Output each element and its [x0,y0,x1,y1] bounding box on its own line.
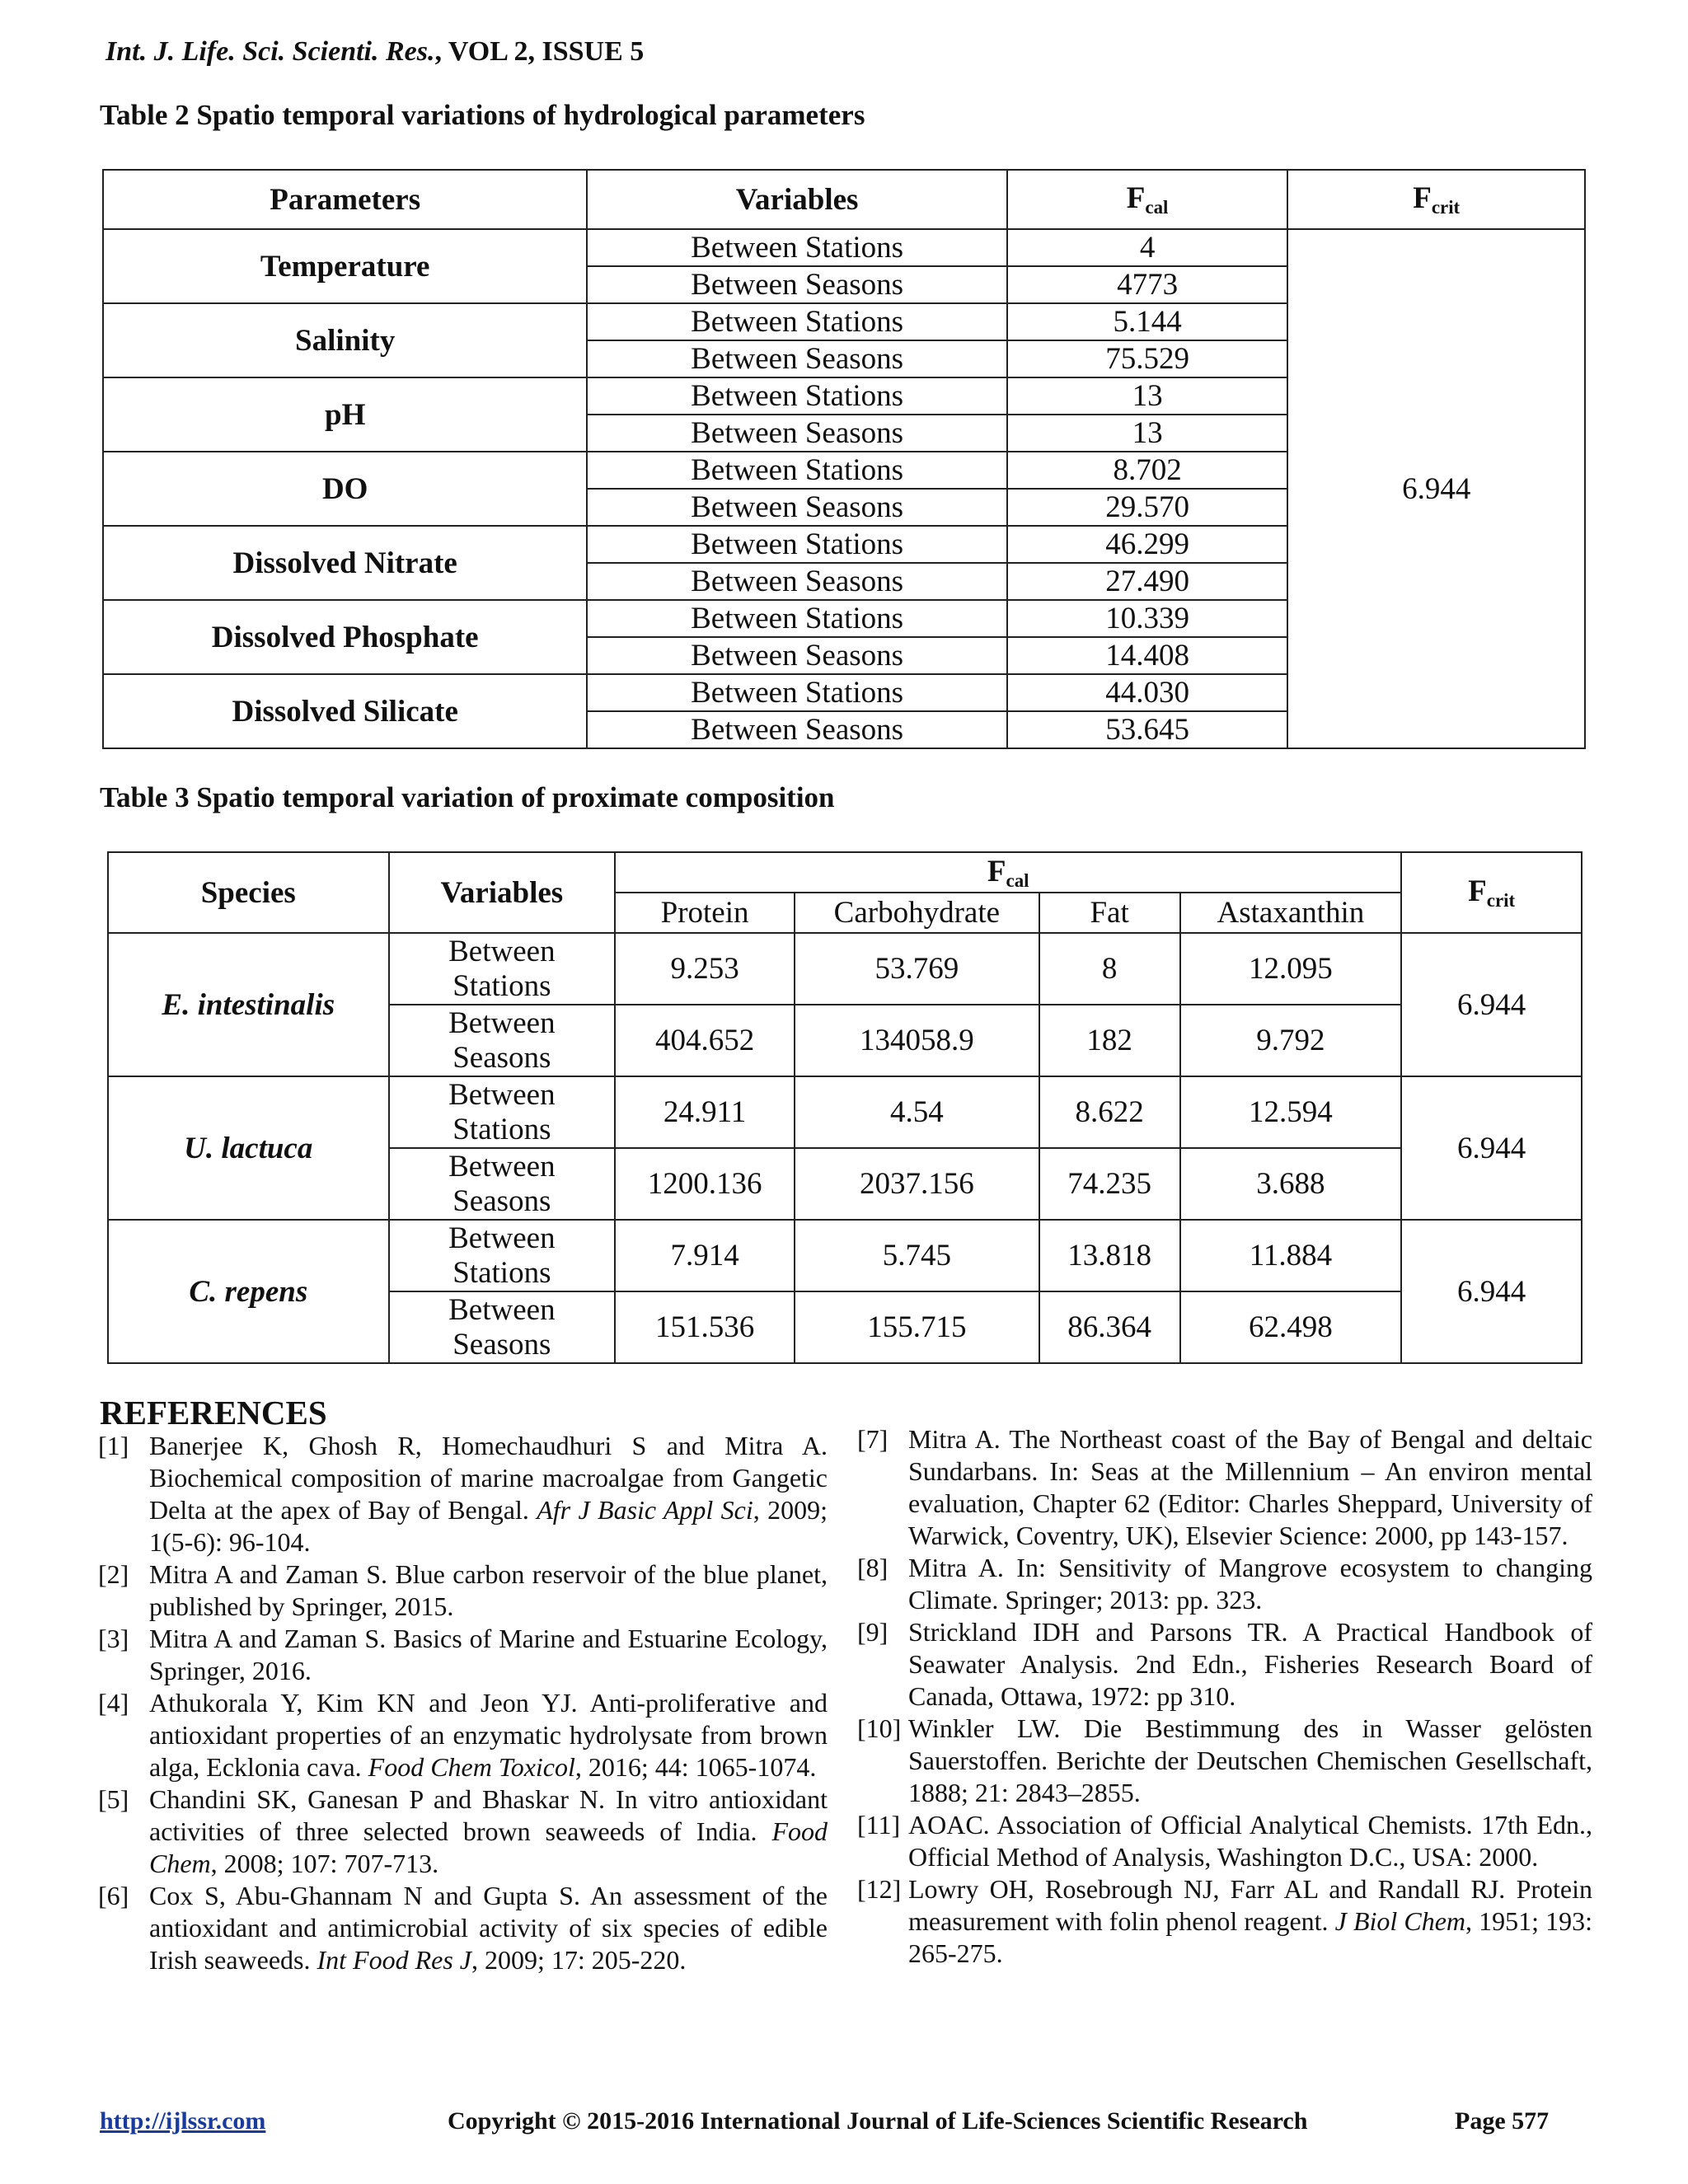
fat-cell: 86.364 [1039,1291,1180,1363]
reference-text: Strickland IDH and Parsons TR. A Practical Handbook of Seawater Analysis. 2nd Edn., Fisheries Research Board of Canada, Ottawa, 1972: pp 310. [908,1617,1592,1711]
reference-text: Lowry OH, Rosebrough NJ, Farr AL and Randall RJ. Protein measurement with folin phenol reagent. J Biol Chem, 1951; 193: 265-275. [908,1874,1593,1968]
reference-number: [1] [98,1431,129,1460]
astaxanthin-cell: 11.884 [1180,1220,1402,1291]
table3-proximate-composition [107,851,1582,1364]
variable-cell: Between Stations [587,526,1006,563]
fcal-cell: 5.144 [1007,303,1288,340]
reference-item [98,1558,828,1623]
species-cell: U. lactuca [108,1076,389,1220]
variable-cell: Between Stations [389,1076,616,1148]
variable-cell: Between Stations [587,377,1006,415]
fcal-cell: 14.408 [1007,637,1288,674]
carbohydrate-cell: 2037.156 [795,1148,1039,1220]
fcrit-cell: 6.944 [1401,1076,1582,1220]
reference-item [857,1873,1592,1970]
references-right-column [857,1423,1592,1970]
reference-number: [9] [857,1617,889,1647]
references-left-column [98,1430,828,1976]
table2-header-row [103,170,1585,229]
reference-number: [4] [98,1688,129,1718]
table3-caption: Table 3 Spatio temporal variation of proximate composition [100,781,835,813]
fcal-cell: 4 [1007,229,1288,266]
variable-cell: Between Seasons [587,489,1006,526]
reference-number: [12] [857,1874,902,1904]
variable-cell: Between Seasons [389,1291,616,1363]
protein-cell: 1200.136 [615,1148,795,1220]
variable-cell: Between Stations [587,452,1006,489]
astaxanthin-cell: 62.498 [1180,1291,1402,1363]
fcal-cell: 13 [1007,377,1288,415]
table2-header-variables: Variables [587,170,1006,229]
variable-cell: Between Stations [587,600,1006,637]
reference-text: AOAC. Association of Official Analytical Chemists. 17th Edn., Official Method of Analysis, Washington D.C., USA: 2000. [908,1810,1592,1872]
parameter-cell: Salinity [103,303,587,377]
table2-header-fcal: $F_{cal}$ [1007,170,1288,229]
variable-cell: Between Stations [587,303,1006,340]
reference-item [98,1623,828,1687]
parameter-cell: pH [103,377,587,452]
protein-cell: 24.911 [615,1076,795,1148]
reference-text: Mitra A. In: Sensitivity of Mangrove ecosystem to changing Climate. Springer; 2013: pp. 323. [908,1553,1592,1615]
reference-number: [2] [98,1559,129,1589]
reference-text: Chandini SK, Ganesan P and Bhaskar N. In vitro antioxidant activities of three selected brown seaweeds of India. Food Chem, 2008; 107: 707-713. [149,1784,828,1878]
astaxanthin-cell: 3.688 [1180,1148,1402,1220]
reference-item [98,1687,828,1783]
table3-header-fcrit: $F_{crit}$ [1401,852,1582,933]
protein-cell: 404.652 [615,1005,795,1076]
fcal-cell: 46.299 [1007,526,1288,563]
table-row [108,1220,1582,1291]
reference-text: Mitra A and Zaman S. Basics of Marine and Estuarine Ecology, Springer, 2016. [149,1624,828,1685]
variable-cell: Between Stations [389,1220,616,1291]
variable-cell: Between Seasons [587,415,1006,452]
reference-item [857,1713,1592,1809]
variable-cell: Between Seasons [389,1005,616,1076]
variable-cell: Between Seasons [587,340,1006,377]
fcal-cell: 13 [1007,415,1288,452]
reference-number: [10] [857,1713,902,1743]
carbohydrate-cell: 4.54 [795,1076,1039,1148]
reference-text: Athukorala Y, Kim KN and Jeon YJ. Anti-proliferative and antioxidant properties of an enzymatic hydrolysate from brown alga, Ecklonia cava. Food Chem Toxicol, 2016; 44: 1065-1074. [149,1688,828,1782]
variable-cell: Between Stations [587,229,1006,266]
variable-cell: Between Seasons [587,637,1006,674]
table2-hydrological-parameters [102,169,1586,749]
fat-cell: 8 [1039,933,1180,1005]
carbohydrate-cell: 155.715 [795,1291,1039,1363]
variable-cell: Between Stations [587,674,1006,711]
reference-number: [6] [98,1881,129,1910]
fcal-cell: 8.702 [1007,452,1288,489]
references-heading: REFERENCES [100,1394,327,1432]
fcrit-cell: 6.944 [1401,1220,1582,1363]
astaxanthin-cell: 9.792 [1180,1005,1402,1076]
fat-cell: 8.622 [1039,1076,1180,1148]
protein-cell: 9.253 [615,933,795,1005]
parameter-cell: Dissolved Phosphate [103,600,587,674]
reference-text: Banerjee K, Ghosh R, Homechaudhuri S and Mitra A. Biochemical composition of marine macroalgae from Gangetic Delta at the apex of Bay of Bengal. Afr J Basic Appl Sci, 2009; 1(5-6): 96-104. [149,1431,828,1557]
species-cell: C. repens [108,1220,389,1363]
reference-item [857,1616,1592,1713]
table3-header-fcal: $F_{cal}$ [615,852,1401,893]
carbohydrate-cell: 53.769 [795,933,1039,1005]
variable-cell: Between Seasons [389,1148,616,1220]
reference-item [98,1880,828,1976]
parameter-cell: Temperature [103,229,587,303]
carbohydrate-cell: 134058.9 [795,1005,1039,1076]
astaxanthin-cell: 12.594 [1180,1076,1402,1148]
reference-text: Cox S, Abu-Ghannam N and Gupta S. An assessment of the antioxidant and antimicrobial activity of six species of edible Irish seaweeds. Int Food Res J, 2009; 17: 205-220. [149,1881,828,1975]
fcal-cell: 75.529 [1007,340,1288,377]
running-head: Int. J. Life. Sci. Scienti. Res., VOL 2, ISSUE 5 [106,36,645,67]
fcal-cell: 44.030 [1007,674,1288,711]
fcrit-cell: 6.944 [1401,933,1582,1076]
protein-cell: 151.536 [615,1291,795,1363]
copyright-notice: Copyright © 2015-2016 International Journal of Life-Sciences Scientific Research [448,2107,1308,2135]
journal-name: Int. J. Life. Sci. Scienti. Res. [106,36,435,67]
fcrit-cell: 6.944 [1287,229,1585,748]
fcal-cell: 10.339 [1007,600,1288,637]
table3-header-row [108,852,1582,893]
parameter-cell: Dissolved Nitrate [103,526,587,600]
reference-item [857,1809,1592,1873]
fcal-cell: 27.490 [1007,563,1288,600]
fcal-cell: 53.645 [1007,711,1288,748]
reference-text: Mitra A. The Northeast coast of the Bay of Bengal and deltaic Sundarbans. In: Seas at the Millennium – An environ mental evaluation, Chapter 62 (Editor: Charles Sheppard, University of Warwick, Coventry, UK), Elsevier Science: 2000, pp 143-157. [908,1424,1592,1550]
journal-website-link[interactable]: http://ijlssr.com [100,2107,266,2135]
reference-text: Mitra A and Zaman S. Blue carbon reservoir of the blue planet, published by Springer, 2015. [149,1559,828,1621]
table2-caption: Table 2 Spatio temporal variations of hydrological parameters [100,99,865,131]
carbohydrate-cell: 5.745 [795,1220,1039,1291]
variable-cell: Between Seasons [587,266,1006,303]
table-row [108,1076,1582,1148]
reference-number: [11] [857,1810,901,1840]
table3-header-fat: Fat [1039,893,1180,933]
reference-number: [3] [98,1624,129,1653]
fcal-cell: 4773 [1007,266,1288,303]
table-row [108,933,1582,1005]
parameter-cell: Dissolved Silicate [103,674,587,748]
variable-cell: Between Stations [389,933,616,1005]
table2-header-fcrit: $F_{crit}$ [1287,170,1585,229]
table3-header-species: Species [108,852,389,933]
table3-header-astaxanthin: Astaxanthin [1180,893,1402,933]
reference-item [857,1552,1592,1616]
reference-item [98,1783,828,1880]
reference-item [98,1430,828,1558]
variable-cell: Between Seasons [587,711,1006,748]
fat-cell: 182 [1039,1005,1180,1076]
table-row [103,229,1585,266]
table3-header-variables: Variables [389,852,616,933]
table3-header-carbohydrate: Carbohydrate [795,893,1039,933]
reference-number: [5] [98,1784,129,1814]
protein-cell: 7.914 [615,1220,795,1291]
page-number: Page 577 [1455,2107,1550,2135]
fat-cell: 74.235 [1039,1148,1180,1220]
fat-cell: 13.818 [1039,1220,1180,1291]
reference-text: Winkler LW. Die Bestimmung des in Wasser gelösten Sauerstoffen. Berichte der Deutschen Chemischen Gesellschaft, 1888; 21: 2843–2855. [908,1713,1592,1807]
reference-item [857,1423,1592,1552]
fcal-cell: 29.570 [1007,489,1288,526]
volume-issue: VOL 2, ISSUE 5 [448,36,645,67]
parameter-cell: DO [103,452,587,526]
astaxanthin-cell: 12.095 [1180,933,1402,1005]
table2-header-parameters: Parameters [103,170,587,229]
reference-number: [7] [857,1424,889,1454]
variable-cell: Between Seasons [587,563,1006,600]
table3-header-protein: Protein [615,893,795,933]
species-cell: E. intestinalis [108,933,389,1076]
reference-number: [8] [857,1553,889,1582]
